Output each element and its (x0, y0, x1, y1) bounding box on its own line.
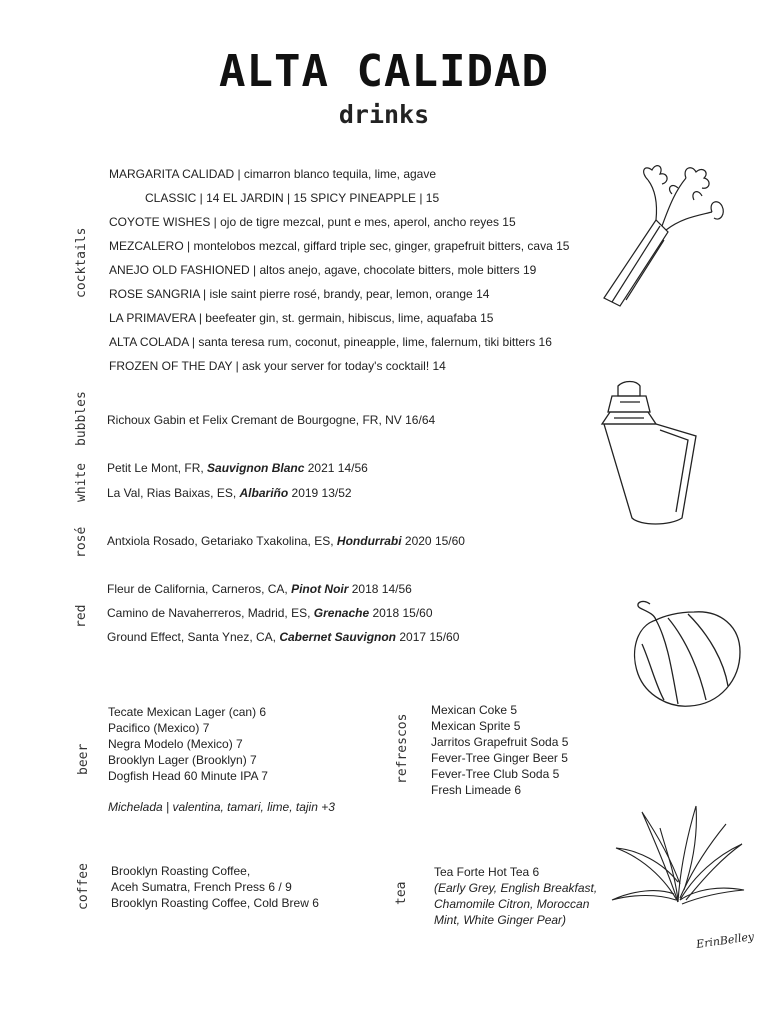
coffee-item: Brooklyn Roasting Coffee, (111, 864, 251, 878)
cocktail-coyote-wishes: COYOTE WISHES | ojo de tigre mezcal, punt e mes, aperol, ancho reyes 15 (109, 215, 516, 229)
wine-vintage-price: 2021 14/56 (304, 461, 368, 475)
wine-vintage-price: 2018 14/56 (348, 582, 412, 596)
coffee-list (111, 863, 319, 911)
tea-flavors: (Early Grey, English Breakfast, (434, 881, 598, 895)
wine-grape: Grenache (313, 606, 370, 620)
wine-grape: Cabernet Sauvignon (279, 630, 397, 644)
section-label-tea: tea (394, 881, 409, 905)
tea-flavors: Mint, White Ginger Pear) (434, 913, 567, 927)
section-label-coffee: coffee (76, 863, 91, 910)
refresco-item: Fresh Limeade 6 (431, 783, 522, 797)
cocktail-margarita-variants: CLASSIC | 14 EL JARDIN | 15 SPICY PINEAPPLE | 15 (145, 191, 440, 205)
beer-item: Pacifico (Mexico) 7 (108, 721, 210, 735)
wine-grape: Sauvignon Blanc (207, 461, 305, 475)
wine-vintage-price: 2017 15/60 (396, 630, 460, 644)
section-label-cocktails: cocktails (74, 227, 89, 298)
menu-title: ALTA CALIDAD (219, 46, 549, 97)
section-label-white: white (74, 462, 89, 502)
wine-grape: Albariño (239, 486, 289, 500)
wine-vintage-price: 2019 13/52 (288, 486, 352, 500)
cocktail-frozen-of-the-day: FROZEN OF THE DAY | ask your server for today's cocktail! 14 (109, 359, 446, 373)
menu-subtitle: drinks (338, 100, 430, 129)
refresco-item: Fever-Tree Club Soda 5 (431, 767, 560, 781)
wine-producer: Fleur de California, Carneros, CA, (107, 582, 292, 596)
wine-grape: Hondurrabi (336, 534, 402, 548)
michelada-option: Michelada | valentina, tamari, lime, tajin +3 (108, 800, 335, 814)
cocktail-margarita: MARGARITA CALIDAD | cimarron blanco tequila, lime, agave (109, 167, 437, 181)
refresco-item: Jarritos Grapefruit Soda 5 (431, 735, 569, 749)
cocktail-rose-sangria: ROSE SANGRIA | isle saint pierre rosé, brandy, pear, lemon, orange 14 (109, 287, 490, 301)
white-wine-item (107, 461, 368, 475)
artist-signature: ErinBelley (695, 930, 755, 951)
wine-vintage-price: 2018 15/60 (369, 606, 433, 620)
refresco-item: Fever-Tree Ginger Beer 5 (431, 751, 568, 765)
section-label-beer: beer (76, 743, 91, 775)
celery-icon (596, 160, 726, 310)
tomatillo-icon (628, 596, 746, 714)
red-wine-item (107, 582, 412, 596)
wine-producer: La Val, Rias Baixas, ES, (107, 486, 240, 500)
red-wine-item (107, 606, 433, 620)
cocktail-la-primavera: LA PRIMAVERA | beefeater gin, st. germain, hibiscus, lime, aquafaba 15 (109, 311, 494, 325)
wine-producer: Camino de Navaherreros, Madrid, ES, (107, 606, 314, 620)
wine-producer: Antxiola Rosado, Getariako Txakolina, ES, (107, 534, 337, 548)
wine-producer: Petit Le Mont, FR, (107, 461, 208, 475)
bubbles-item: Richoux Gabin et Felix Cremant de Bourgogne, FR, NV 16/64 (107, 413, 436, 427)
section-label-bubbles: bubbles (74, 391, 89, 446)
red-wine-item (107, 630, 459, 644)
section-label-rose: rosé (74, 526, 89, 558)
beer-list (108, 704, 268, 784)
tea-flavors: Chamomile Citron, Moroccan (434, 897, 590, 911)
agave-plant-icon (608, 800, 748, 910)
cocktail-anejo-old-fashioned: ANEJO OLD FASHIONED | altos anejo, agave, chocolate bitters, mole bitters 19 (109, 263, 537, 277)
cocktail-mezcalero: MEZCALERO | montelobos mezcal, giffard triple sec, ginger, grapefruit bitters, cava 15 (109, 239, 570, 253)
cocktail-shaker-icon (600, 378, 700, 528)
wine-grape: Pinot Noir (291, 582, 349, 596)
tea-list (434, 864, 597, 928)
cocktail-alta-colada: ALTA COLADA | santa teresa rum, coconut, pineapple, lime, falernum, tiki bitters 16 (109, 335, 552, 349)
refresco-item: Mexican Coke 5 (431, 703, 518, 717)
refrescos-list (431, 702, 568, 798)
beer-item: Negra Modelo (Mexico) 7 (108, 737, 243, 751)
tea-item: Tea Forte Hot Tea 6 (434, 865, 540, 879)
beer-item: Dogfish Head 60 Minute IPA 7 (108, 769, 268, 783)
wine-vintage-price: 2020 15/60 (401, 534, 465, 548)
section-label-refrescos: refrescos (395, 713, 410, 784)
beer-item: Brooklyn Lager (Brooklyn) 7 (108, 753, 257, 767)
section-label-red: red (74, 604, 89, 628)
wine-producer: Ground Effect, Santa Ynez, CA, (107, 630, 280, 644)
coffee-item: Brooklyn Roasting Coffee, Cold Brew 6 (111, 896, 319, 910)
coffee-item: Aceh Sumatra, French Press 6 / 9 (111, 880, 292, 894)
white-wine-item (107, 486, 352, 500)
rose-wine-item (107, 534, 465, 548)
refresco-item: Mexican Sprite 5 (431, 719, 521, 733)
beer-item: Tecate Mexican Lager (can) 6 (108, 705, 267, 719)
